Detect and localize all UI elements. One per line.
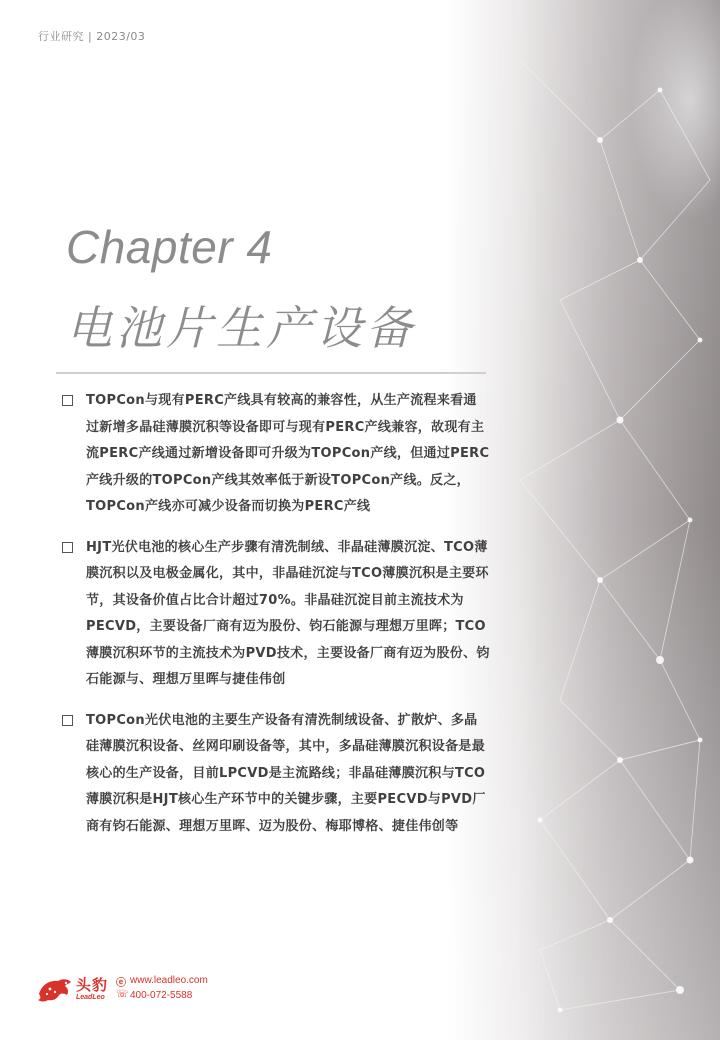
report-category-date: 行业研究 | 2023/03 <box>38 30 146 43</box>
phone-icon: ☏ <box>116 989 129 1000</box>
brand-name-cn: 头豹 <box>76 976 109 994</box>
brand-name-en: LeadLeo <box>76 994 105 1001</box>
divider <box>56 372 486 374</box>
bullet-text: TOPCon光伏电池的主要生产设备有清洗制绒设备、扩散炉、多晶硅薄膜沉积设备、丝网印刷设备等，其中，多晶硅薄膜沉积设备是最核心的生产设备，目前LPCVD是主流路线；非晶硅薄膜沉积与TCO薄膜沉积是HJT核心生产环节中的关键步骤，主要PECVD与PVD厂商有钧石能源、理想万里晖、迈为股份、梅耶博格、捷佳伟创等 <box>86 712 486 834</box>
footer-brand <box>36 972 236 1006</box>
leopard-logo-icon <box>36 972 74 1006</box>
chapter-subtitle: 电池片生产设备 <box>66 301 416 355</box>
website-text: www.leadleo.com <box>130 975 208 986</box>
bullet-item <box>62 388 490 521</box>
bullet-list <box>62 388 490 854</box>
chapter-title: Chapter 4 <box>66 221 273 273</box>
bullet-text: HJT光伏电池的核心生产步骤有清洗制绒、非晶硅薄膜沉淀、TCO薄膜沉积以及电极金属化，其中，非晶硅沉淀与TCO薄膜沉积是主要环节，其设备价值占比合计超过70%。非晶硅沉淀目前主流技术为PECVD，主要设备厂商有迈为股份、钧石能源与理想万里晖；TCO薄膜沉积环节的主流技术为PVD技术，主要设备厂商有迈为股份、钧石能源与、理想万里晖与捷佳伟创 <box>86 539 490 687</box>
checkbox-icon <box>62 715 73 726</box>
web-icon: ⓔ <box>116 978 126 989</box>
bullet-item <box>62 708 490 841</box>
bullet-text: TOPCon与现有PERC产线具有较高的兼容性，从生产流程来看通过新增多晶硅薄膜沉积等设备即可与现有PERC产线兼容，故现有主流PERC产线通过新增设备即可升级为TOPCon产线，但通过PERC产线升级的TOPCon产线其效率低于新设TOPCon产线。反之，TOPCon产线亦可减少设备而切换为PERC产线 <box>86 393 490 514</box>
bullet-item <box>62 535 490 694</box>
checkbox-icon <box>62 542 73 553</box>
checkbox-icon <box>62 395 73 406</box>
phone-text: 400-072-5588 <box>130 990 193 1001</box>
